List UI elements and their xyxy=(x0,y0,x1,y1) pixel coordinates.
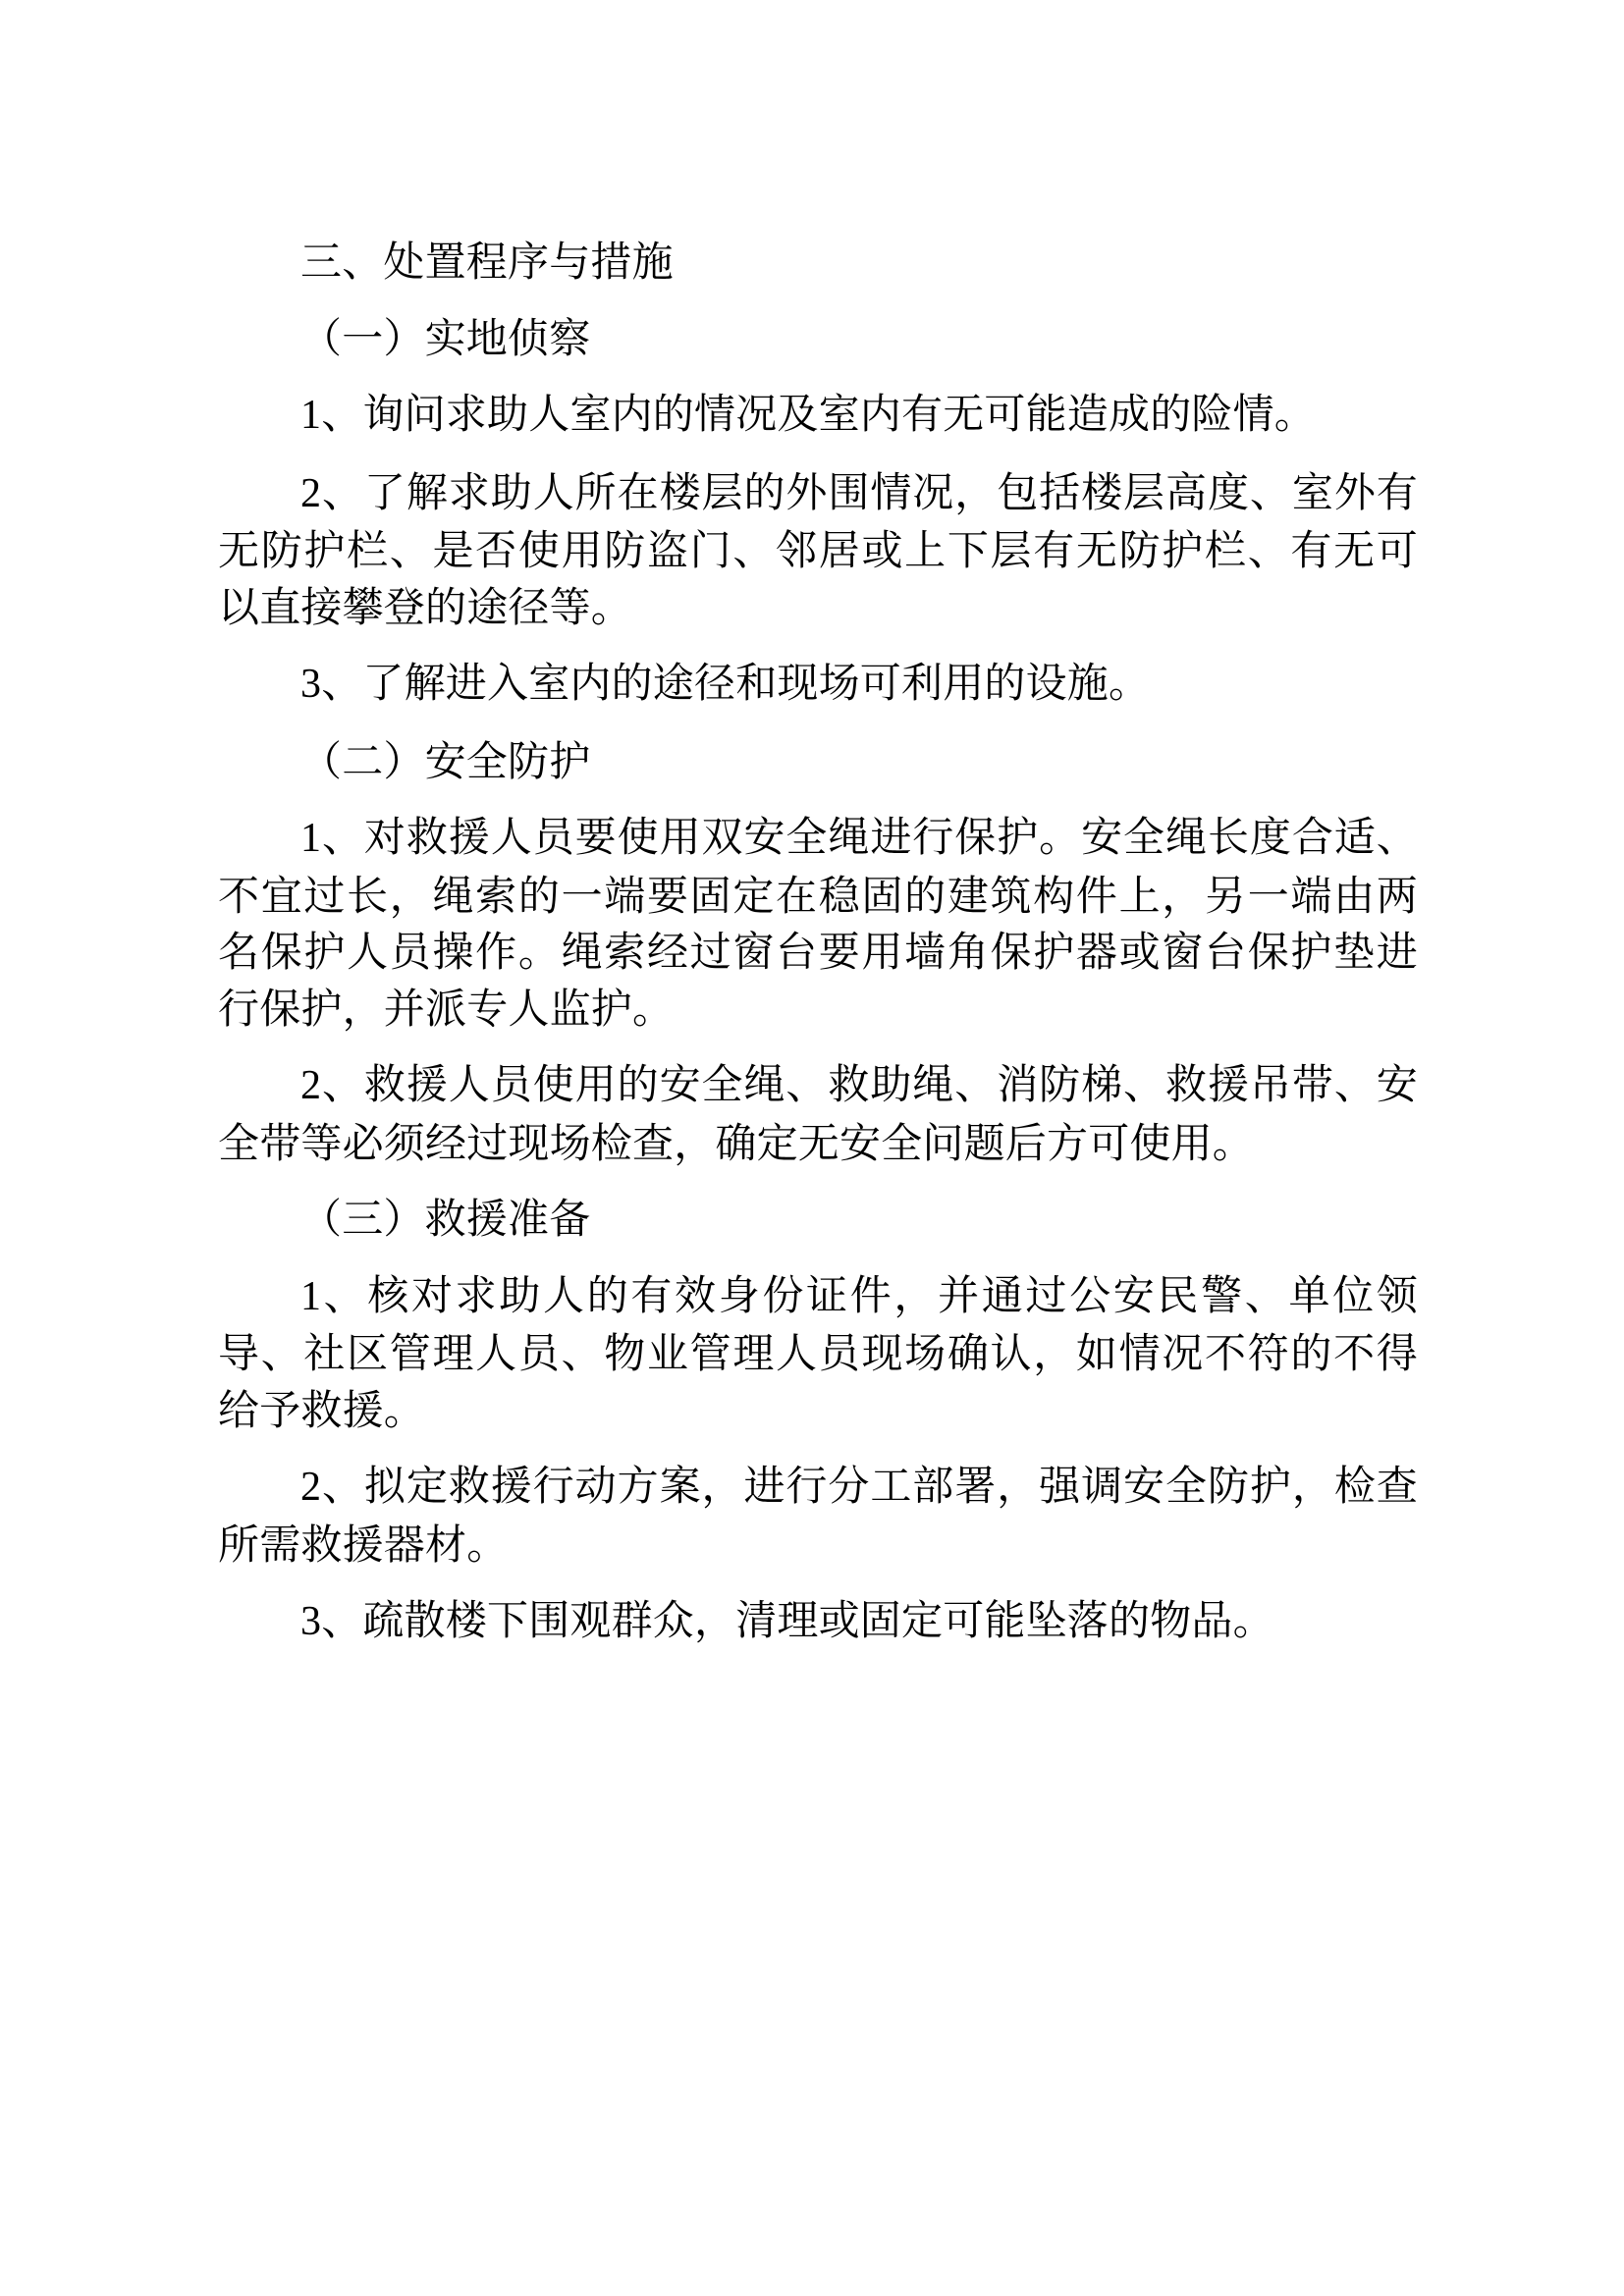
list-marker: 2、 xyxy=(300,1063,364,1108)
section-heading-two: （二）安全防护 xyxy=(300,737,591,784)
list-item xyxy=(218,386,1418,445)
list-item-text: 了解进入室内的途径和现场可利用的设施。 xyxy=(362,660,1151,706)
list-item-text: 对救援人员要使用双安全绳进行保护。安全绳长度合适、不宜过长，绳索的一端要固定在稳固的建筑构件上，另一端由两名保护人员操作。绳索经过窗台要用墙角保护器或窗台保护垫进行保护，并派专人监护。 xyxy=(218,814,1418,1032)
list-marker: 2、 xyxy=(300,1465,364,1510)
list-marker: 3、 xyxy=(300,1599,363,1644)
list-marker: 1、 xyxy=(300,393,363,438)
list-item xyxy=(218,1592,1418,1651)
list-item xyxy=(218,1056,1418,1171)
list-item-text: 核对求助人的有效身份证件，并通过公安民警、单位领导、社区管理人员、物业管理人员现场确认，如情况不符的不得给予救援。 xyxy=(218,1271,1418,1433)
list-item-text: 救援人员使用的安全绳、救助绳、消防梯、救援吊带、安全带等必须经过现场检查，确定无安全问题后方可使用。 xyxy=(218,1061,1418,1166)
list-item xyxy=(218,1458,1418,1573)
list-item xyxy=(218,464,1418,636)
list-item-text: 了解求助人所在楼层的外围情况，包括楼层高度、室外有无防护栏、是否使用防盗门、邻居或上下层有无防护栏、有无可以直接攀登的途径等。 xyxy=(218,468,1418,630)
list-item xyxy=(218,1267,1418,1439)
section-heading-three: （三）救援准备 xyxy=(300,1196,591,1242)
list-item xyxy=(218,809,1418,1037)
list-marker: 2、 xyxy=(300,470,364,516)
section-heading-one: （一）实地侦察 xyxy=(300,314,591,361)
list-item xyxy=(218,655,1418,714)
list-item-text: 疏散楼下围观群众，清理或固定可能坠落的物品。 xyxy=(362,1597,1274,1643)
list-marker: 3、 xyxy=(300,662,363,707)
page-title: 三、处置程序与措施 xyxy=(300,239,674,285)
list-item-text: 询问求助人室内的情况及室内有无可能造成的险情。 xyxy=(362,391,1317,437)
document-body xyxy=(218,234,1418,1651)
list-item-text: 拟定救援行动方案，进行分工部署，强调安全防护，检查所需救援器材。 xyxy=(218,1463,1418,1568)
list-marker: 1、 xyxy=(300,816,364,861)
list-marker: 1、 xyxy=(300,1273,368,1319)
